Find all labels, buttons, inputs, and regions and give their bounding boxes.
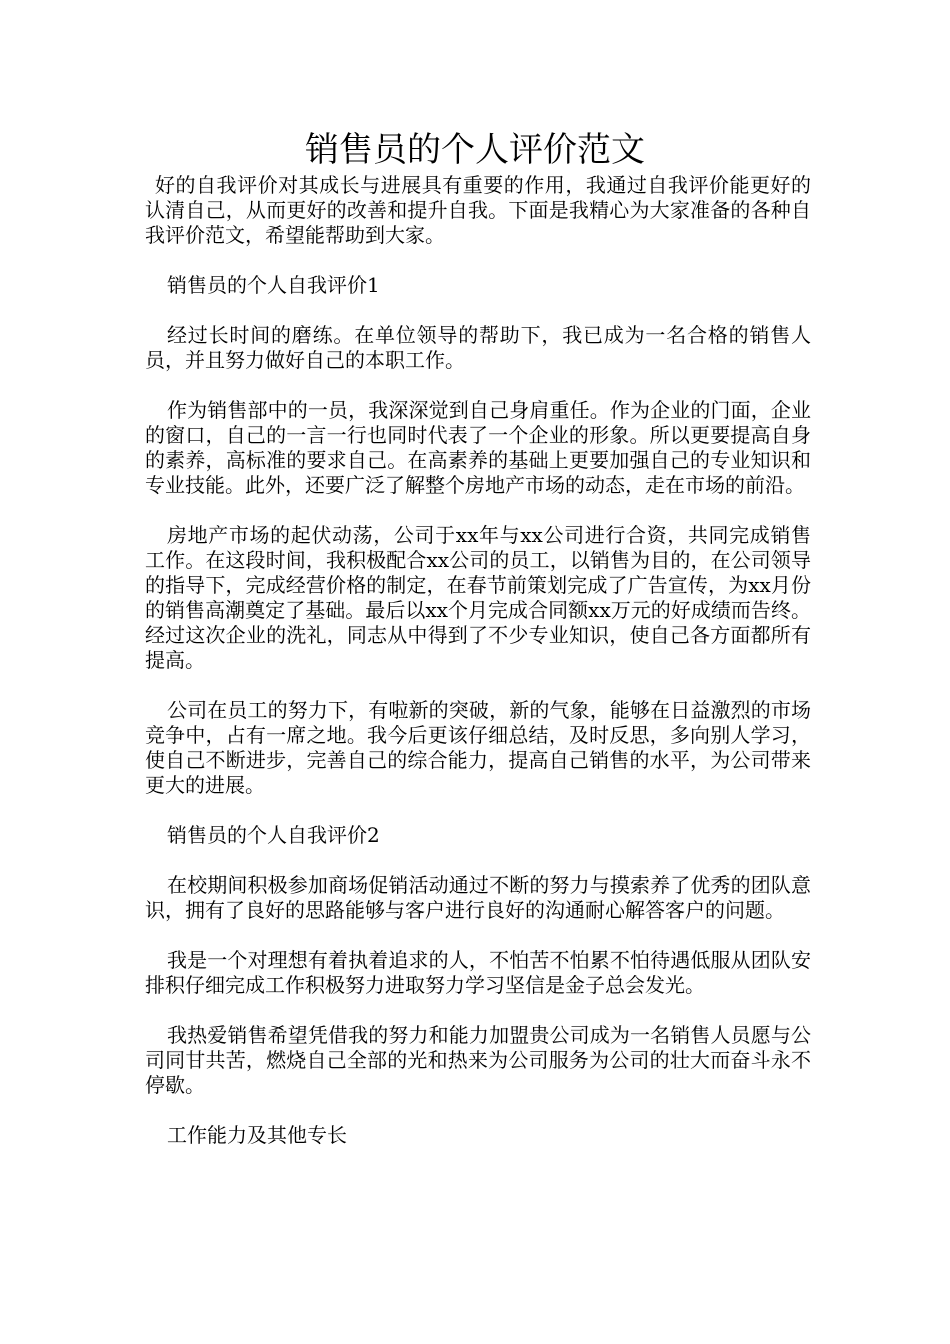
paragraph-spacer (145, 848, 811, 873)
paragraph-spacer (145, 798, 811, 823)
paragraph-spacer (145, 1098, 811, 1123)
paragraph-spacer (145, 298, 811, 323)
intro-paragraph: 好的自我评价对其成长与进展具有重要的作用，我通过自我评价能更好的认清自己，从而更好的改善和提升自我。下面是我精心为大家准备的各种自我评价范文，希望能帮助到大家。 (145, 173, 811, 247)
section2-paragraph-1: 在校期间积极参加商场促销活动通过不断的努力与摸索养了优秀的团队意识，拥有了良好的思路能够与客户进行良好的沟通耐心解答客户的问题。 (145, 873, 811, 922)
section1-paragraph-2: 作为销售部中的一员，我深深觉到自己身肩重任。作为企业的门面，企业的窗口，自己的一言一行也同时代表了一个企业的形象。所以更要提高自身的素养，高标准的要求自己。在高素养的基础上更要加强自己的专业知识和专业技能。此外，还要广泛了解整个房地产市场的动态，走在市场的前沿。 (145, 398, 811, 497)
paragraph-spacer (145, 923, 811, 948)
document-body (145, 173, 811, 1148)
section1-paragraph-3: 房地产市场的起伏动荡，公司于xx年与xx公司进行合资，共同完成销售工作。在这段时间，我积极配合xx公司的员工，以销售为目的，在公司领导的指导下，完成经营价格的制定，在春节前策划完成了广告宣传，为xx月份的销售高潮奠定了基础。最后以xx个月完成合同额xx万元的好成绩而告终。经过这次企业的洗礼，同志从中得到了不少专业知识，使自己各方面都所有提高。 (145, 523, 811, 672)
document-title: 销售员的个人评价范文 (305, 130, 645, 170)
section-heading-1: 销售员的个人自我评价1 (167, 273, 380, 297)
section1-paragraph-4: 公司在员工的努力下，有啦新的突破，新的气象，能够在日益激烈的市场竞争中，占有一席之地。我今后更该仔细总结，及时反思，多向别人学习，使自己不断进步，完善自己的综合能力，提高自己销售的水平，为公司带来更大的进展。 (145, 698, 811, 797)
paragraph-spacer (145, 373, 811, 398)
section1-paragraph-1: 经过长时间的磨练。在单位领导的帮助下，我已成为一名合格的销售人员，并且努力做好自己的本职工作。 (145, 323, 811, 372)
section-heading-3: 工作能力及其他专长 (167, 1123, 347, 1147)
section2-paragraph-2: 我是一个对理想有着执着追求的人，不怕苦不怕累不怕待遇低服从团队安排积仔细完成工作积极努力进取努力学习坚信是金子总会发光。 (145, 948, 811, 997)
section2-paragraph-3: 我热爱销售希望凭借我的努力和能力加盟贵公司成为一名销售人员愿与公司同甘共苦，燃烧自己全部的光和热来为公司服务为公司的壮大而奋斗永不停歇。 (145, 1023, 811, 1097)
section-heading-2: 销售员的个人自我评价2 (167, 823, 380, 847)
paragraph-spacer (145, 248, 811, 273)
paragraph-spacer (145, 498, 811, 523)
paragraph-spacer (145, 998, 811, 1023)
paragraph-spacer (145, 673, 811, 698)
